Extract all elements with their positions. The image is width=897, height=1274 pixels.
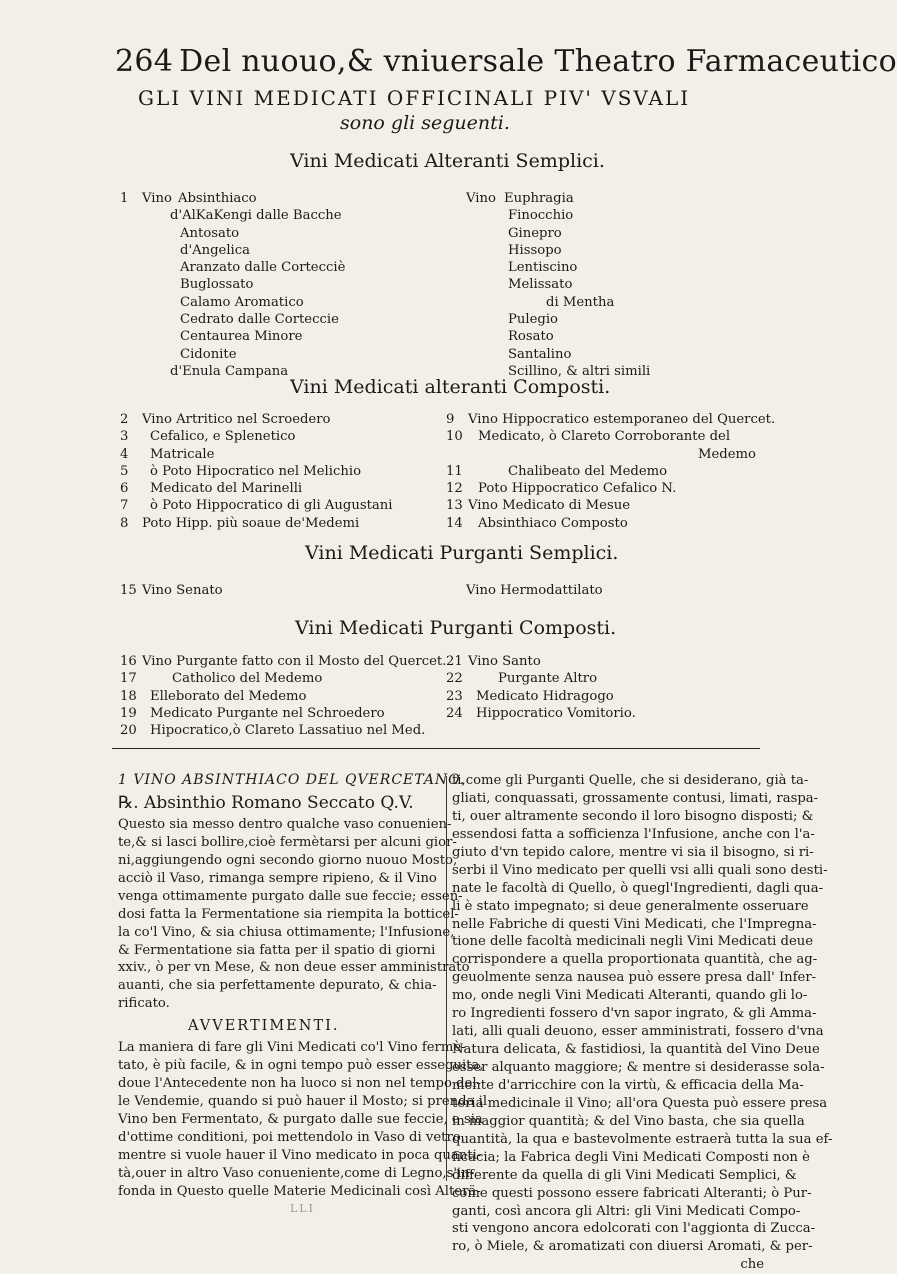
- entry-text: ò Poto Hipocratico nel Melichio: [150, 463, 362, 479]
- text-line: quantità, la qua e bastevolmente estraerà tutta la sua ef-: [452, 1131, 833, 1147]
- list-item: [120, 653, 450, 670]
- entry-text: Absinthiaco: [177, 191, 257, 206]
- recipe-line: ℞. Absinthio Romano Seccato Q.V.: [118, 792, 414, 813]
- entry-number: 2: [120, 412, 129, 427]
- text-line: tato, è più facile, & in ogni tempo può esser esseguita,: [118, 1058, 484, 1074]
- entry-number: 4: [120, 446, 129, 462]
- entry-text: Vino Hermodattilato: [466, 583, 603, 598]
- text-line: d'ottime conditioni, poi mettendolo in Vaso di vetro,: [118, 1129, 465, 1145]
- text-line: mo, onde negli Vini Medicati Alteranti, quando gli lo-: [452, 988, 808, 1004]
- text-line: ro Ingredienti fossero d'vn sapor ingrato, & gli Amma-: [452, 1006, 817, 1022]
- page-number: 264: [115, 44, 174, 79]
- entry-number: 23: [446, 688, 463, 704]
- running-title: Del nuouo,& vniuersale Theatro Farmaceutico: [179, 44, 897, 79]
- text-line: tà,ouer in altro Vaso conueniente,come di Legno,s'in-: [118, 1165, 475, 1181]
- entry-text: Vino Purgante fatto con il Mosto del Quercet.: [142, 654, 447, 669]
- text-line: venga ottimamente purgato dalle sue feccie; essen-: [118, 888, 463, 904]
- entry-prefix: Vino: [466, 191, 496, 206]
- entry-text: Aranzato dalle Cortecciè: [180, 260, 346, 276]
- entry-text: d'Enula Campana: [170, 363, 289, 379]
- text-line: esser alquanto maggiore; & mentre si desiderasse sola-: [452, 1060, 825, 1075]
- list-item: [120, 428, 450, 445]
- text-line: geuolmente senza nausea può essere presa dall' Infer-: [452, 970, 817, 986]
- entry-number: 14: [446, 515, 463, 531]
- entry-number: 13: [446, 498, 463, 514]
- list-item: [120, 294, 450, 311]
- text-line: & Fermentatione sia fatta per il spatio di giorni: [118, 942, 436, 958]
- entry-number: 21: [446, 654, 463, 669]
- list-item: [120, 515, 450, 532]
- list-item: [466, 207, 766, 224]
- text-line: mente d'arricchire con la virtù, & efficacia della Ma-: [452, 1077, 804, 1093]
- text-line: ficacia; la Fabrica degli Vini Medicati Composti non è: [452, 1149, 810, 1165]
- text-line: Vino ben Fermentato, & purgato dalle sue feccie, e sia: [118, 1112, 483, 1127]
- entry-text: Hissopo: [508, 242, 562, 258]
- entry-prefix: Vino: [142, 191, 172, 206]
- section-heading-1: Vini Medicati Alteranti Semplici.: [290, 150, 605, 172]
- entry-number: 12: [446, 481, 463, 497]
- list-item: [120, 190, 450, 207]
- text-line: Questo sia messo dentro qualche vaso conuenien-: [118, 816, 452, 832]
- entry-text: Melissato: [508, 277, 573, 293]
- body-left-column: [118, 772, 488, 1201]
- text-line: ti,come gli Purganti Quelle, che si desiderano, già ta-: [452, 773, 809, 788]
- avvertimenti-paragraph: [118, 1039, 488, 1200]
- section2-right-list: [446, 411, 776, 532]
- text-line: lati, alli quali deuono, esser amministrati, fossero d'vna: [452, 1024, 824, 1040]
- list-item: [120, 242, 450, 259]
- list-item: [446, 428, 766, 445]
- entry-number: 3: [120, 429, 129, 445]
- list-item: [120, 346, 450, 363]
- list-item: [120, 480, 450, 497]
- section3-right-list: [466, 582, 766, 599]
- text-line: ro, ò Miele, & aromatizati con diuersi Aromati, & per-: [452, 1239, 813, 1255]
- entry-text: Poto Hipp. più soaue de'Medemi: [142, 515, 360, 531]
- entry-text: Ginepro: [508, 225, 562, 241]
- entry-text: Purgante Altro: [498, 671, 598, 687]
- text-line: nate le facoltà di Quello, ò quegl'Ingredienti, dagli qua-: [452, 880, 824, 896]
- entry-number: 22: [446, 671, 463, 687]
- list-item: [120, 411, 450, 428]
- entry-text: Medicato Hidragogo: [476, 688, 614, 704]
- list-item: [466, 259, 766, 276]
- text-line: essendosi fatta a sofficienza l'Infusione, anche con l'a-: [452, 826, 815, 842]
- text-line: Natura delicata, & fastidiosi, la quantità del Vino Deue: [452, 1042, 820, 1058]
- entry-text: Medicato Purgante nel Schroedero: [150, 705, 385, 721]
- text-line: mentre si vuole hauer il Vino medicato in poca quanti-: [118, 1147, 482, 1163]
- list-item: [446, 705, 766, 722]
- entry-text: Finocchio: [508, 208, 574, 224]
- main-title: GLI VINI MEDICATI OFFICINALI PIV' VSVALI: [138, 86, 691, 110]
- text-line: dosi fatta la Fermentatione sia riempita la botticel-: [118, 906, 459, 922]
- entry-number: 15: [120, 583, 137, 598]
- list-item: [120, 705, 450, 722]
- list-item: [466, 294, 766, 311]
- entry-text: Pulegio: [508, 312, 558, 328]
- entry-text: Matricale: [150, 446, 215, 462]
- entry-text: Buglossato: [180, 277, 254, 293]
- entry-text: Vino Senato: [142, 583, 223, 598]
- text-line: le Vendemie, quando si può hauer il Mosto; si prenda il: [118, 1094, 488, 1110]
- text-line: nelle Fabriche di questi Vini Medicati, che l'Impregna-: [452, 916, 817, 932]
- entry-text: Vino Artritico nel Scroedero: [142, 412, 331, 427]
- entry-number: 6: [120, 481, 129, 497]
- list-item: [446, 515, 766, 532]
- entry-number: 9: [446, 412, 455, 427]
- text-line: La maniera di fare gli Vini Medicati co'l Vino fermè-: [118, 1040, 466, 1056]
- entry-text: Elleborato del Medemo: [150, 688, 307, 704]
- text-line: gliati, conquassati, grossamente contusi, limati, raspa-: [452, 790, 819, 806]
- section2-left-list: [120, 411, 450, 532]
- entry-number: 17: [120, 671, 137, 687]
- entry-text: Hippocratico Vomitorio.: [476, 705, 636, 721]
- entry-text: Scillino, & altri simili: [508, 363, 651, 379]
- entry-text: Centaurea Minore: [180, 329, 303, 345]
- text-line: la co'l Vino, & sia chiusa ottimamente; l'Infusione,: [118, 924, 455, 940]
- page-footer-mark: LLI: [290, 1202, 315, 1215]
- list-item: [466, 328, 766, 345]
- list-item: [466, 346, 766, 363]
- text-line: ti, ouer altramente secondo il loro bisogno disposti; &: [452, 808, 814, 824]
- list-item: [120, 276, 450, 293]
- avvertimenti-heading: AVVERTIMENTI.: [188, 1018, 340, 1035]
- list-item: [120, 207, 450, 224]
- entry-number: 1: [120, 191, 129, 206]
- section-heading-3: Vini Medicati Purganti Semplici.: [305, 542, 619, 564]
- list-item: [120, 259, 450, 276]
- entry-number: 19: [120, 705, 137, 721]
- entry-text: Medicato del Marinelli: [150, 481, 303, 497]
- entry-number: 5: [120, 463, 129, 479]
- recipe-heading: 1 VINO ABSINTHIACO DEL QVERCETANO.: [118, 772, 466, 788]
- text-line: sti vengono ancora edolcorati con l'aggionta di Zucca-: [452, 1221, 816, 1237]
- list-item: [120, 311, 450, 328]
- list-item: [446, 653, 766, 670]
- entry-number: 10: [446, 429, 463, 445]
- section-heading-2: Vini Medicati alteranti Composti.: [290, 376, 611, 398]
- list-item: [120, 328, 450, 345]
- entry-text: d'AlKaKengi dalle Bacche: [170, 208, 342, 224]
- main-subtitle: sono gli seguenti.: [340, 112, 510, 134]
- entry-text: Poto Hippocratico Cefalico N.: [478, 481, 677, 497]
- text-line: che: [740, 1257, 764, 1273]
- text-line: tione delle facoltà medicinali negli Vini Medicati deue: [452, 934, 814, 950]
- section4-right-list: [446, 653, 766, 722]
- list-item: [446, 497, 766, 514]
- entry-text: Rosato: [508, 329, 554, 345]
- list-item: [466, 225, 766, 242]
- entry-text: Cidonite: [180, 346, 237, 362]
- entry-text: Calamo Aromatico: [180, 294, 304, 310]
- entry-text: Medicato, ò Clareto Corroborante del: [478, 429, 731, 445]
- text-line: acciò il Vaso, rimanga sempre ripieno, & il Vino: [118, 870, 437, 886]
- section4-left-list: [120, 653, 450, 739]
- list-item: [120, 463, 450, 480]
- text-line: ni,aggiungendo ogni secondo giorno nuouo Mosto,: [118, 852, 458, 868]
- list-item: [120, 722, 450, 739]
- entry-number: 18: [120, 688, 137, 704]
- entry-text: Absinthiaco Composto: [478, 515, 628, 531]
- list-item: [120, 497, 450, 514]
- entry-text: d'Angelica: [180, 242, 251, 258]
- entry-number: 11: [446, 463, 463, 479]
- text-line: in maggior quantità; & del Vino basta, che sia quella: [452, 1113, 805, 1129]
- text-line: te,& si lasci bollire,cioè fermètarsi per alcuni gior-: [118, 834, 457, 850]
- entry-text: Euphragia: [503, 191, 574, 206]
- text-line: teria medicinale il Vino; all'ora Questa può essere presa: [452, 1095, 828, 1111]
- list-item: [120, 446, 450, 463]
- text-line: differente da quella di gli Vini Medicati Semplici, &: [452, 1167, 797, 1183]
- list-item: [466, 276, 766, 293]
- text-line: corrispondere a quella proportionata quantità, che ag-: [452, 952, 818, 968]
- entry-text: ò Poto Hippocratico di gli Augustani: [150, 498, 393, 514]
- list-item: [446, 688, 766, 705]
- entry-number: 24: [446, 705, 463, 721]
- text-line: come questi possono essere fabricati Alteranti; ò Pur-: [452, 1185, 812, 1201]
- list-item: [120, 670, 450, 687]
- entry-number: 16: [120, 654, 137, 669]
- text-line: giuto d'vn tepido calore, mentre vi sia il bisogno, si ri-: [452, 844, 814, 860]
- entry-number: 20: [120, 723, 137, 739]
- entry-text: Catholico del Medemo: [172, 671, 323, 687]
- recipe-paragraph: [118, 816, 470, 1013]
- list-item: [466, 242, 766, 259]
- entry-text: Vino Hippocratico estemporaneo del Quercet.: [468, 412, 776, 427]
- entry-text: Cefalico, e Splenetico: [150, 429, 296, 445]
- divider-rule: [112, 748, 760, 749]
- entry-text: Lentiscino: [508, 260, 578, 276]
- text-line: doue l'Antecedente non ha luoco si non nel tempo del-: [118, 1076, 481, 1092]
- list-item: [466, 190, 766, 207]
- list-item: [446, 480, 766, 497]
- text-line: fonda in Questo quelle Materie Medicinali così Alterä-: [118, 1183, 481, 1199]
- list-item: [446, 670, 766, 687]
- list-item: [446, 411, 776, 428]
- entry-text: Antosato: [180, 225, 240, 241]
- text-line: ganti, così ancora gli Altri: gli Vini Medicati Compo-: [452, 1203, 801, 1219]
- entry-text: Chalibeato del Medemo: [508, 463, 668, 479]
- running-head: [115, 44, 897, 79]
- text-line: rificato.: [118, 996, 170, 1012]
- list-item: [120, 688, 450, 705]
- section1-left-list: [120, 190, 450, 380]
- section-heading-4: Vini Medicati Purganti Composti.: [295, 617, 617, 639]
- entry-text: Hipocratico,ò Clareto Lassatiuo nel Med.: [150, 723, 426, 739]
- section3-left-list: [120, 582, 450, 599]
- list-item: [446, 463, 766, 480]
- entry-text: Vino Santo: [468, 654, 541, 669]
- list-item: [446, 446, 766, 463]
- body-right-column: [452, 772, 833, 1274]
- text-line: auanti, che sia perfettamente depurato, & chia-: [118, 978, 437, 994]
- list-item: [466, 311, 766, 328]
- entry-number: 7: [120, 498, 129, 514]
- entry-text: Medemo: [698, 446, 756, 462]
- entry-text: di Mentha: [546, 294, 615, 310]
- entry-text: Santalino: [508, 346, 572, 362]
- entry-text: Cedrato dalle Corteccie: [180, 312, 339, 328]
- entry-number: 8: [120, 515, 129, 531]
- entry-text: Vino Medicato di Mesue: [468, 498, 631, 514]
- text-line: li è stato impegnato; si deue generalmente osseruare: [452, 898, 809, 914]
- text-line: serbi il Vino medicato per quelli vsi alli quali sono desti-: [452, 862, 828, 878]
- section1-right-list: [466, 190, 766, 380]
- text-line: xxiv., ò per vn Mese, & non deue esser amministrato: [118, 960, 470, 976]
- list-item: [120, 225, 450, 242]
